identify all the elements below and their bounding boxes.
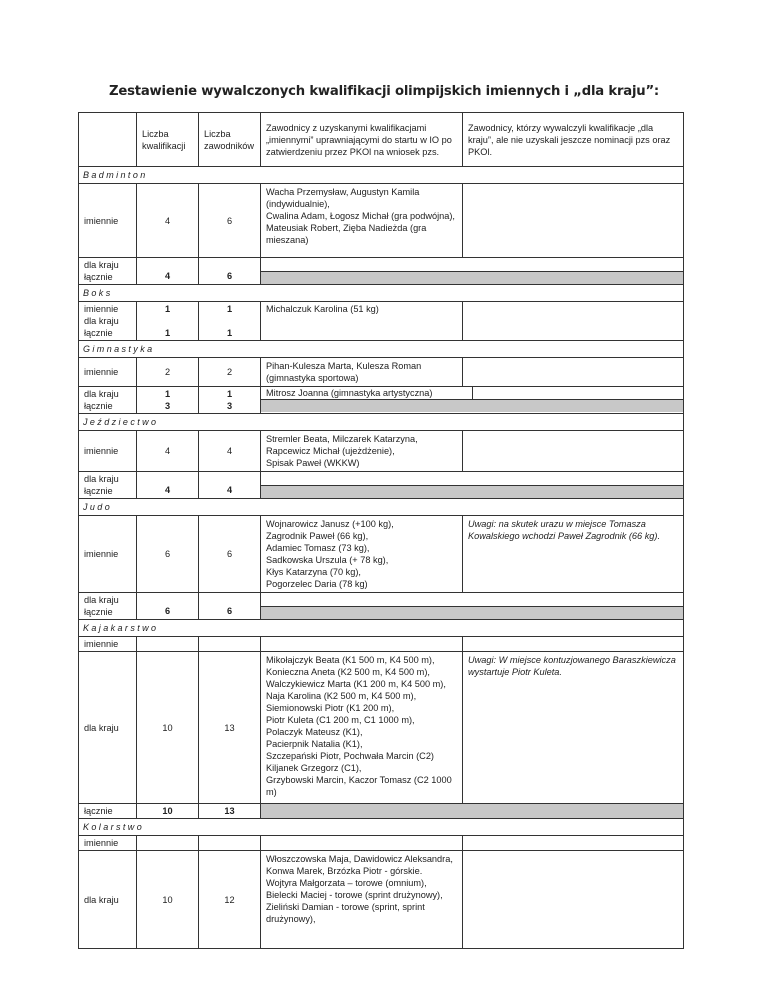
total-row-fill [261,804,684,819]
section-jezdziectwo: Jeździectwo [79,414,684,431]
section-kajakarstwo: Kajakarstwo [79,620,684,637]
header-athletes-count: Liczba zawodników [199,113,261,167]
row-label [79,387,137,414]
notes-cell: Uwagi: W miejsce kontuzjowanego Baraszkiewicza wystartuje Piotr Kuleta. [463,652,684,804]
empty-cell [261,836,463,851]
row-label: dla kraju [79,851,137,949]
row-label: imiennie [79,637,137,652]
athletes-total: 1 [226,328,233,338]
section-boks: Boks [79,285,684,302]
row-label [79,472,137,499]
table-row [79,302,684,341]
total-row-fill [261,593,684,620]
section-gimnastyka: Gimnastyka [79,341,684,358]
table-row [79,804,684,819]
table-row [79,258,684,285]
notes-cell [463,358,684,387]
athletes-total: 4 [199,472,261,499]
qualifications-table [78,112,684,949]
qualifications-value: 4 [137,431,199,472]
table-row [79,472,684,499]
row-label [79,593,137,620]
qualifications-total: 4 [137,472,199,499]
athletes-value: 4 [199,431,261,472]
qualifications-total: 6 [137,593,199,620]
table-row [79,516,684,593]
label-lacznie: łącznie [84,401,113,411]
athletes-total: 6 [199,258,261,285]
label-dla-kraju: dla kraju [84,316,119,326]
athletes-value: 1 [226,389,233,399]
qualifications-value: 2 [137,358,199,387]
label-dla-kraju: dla kraju [84,474,119,484]
header-country-athletes: Zawodnicy, którzy wywalczyli kwalifikacje „dla kraju”, ale nie uzyskali jeszcze nominacji pzs oraz PKOl. [463,113,684,167]
notes-cell: Uwagi: na skutek urazu w miejsce Tomasza Kowalskiego wchodzi Paweł Zagrodnik (66 kg). [463,516,684,593]
notes-cell [463,431,684,472]
header-row [79,113,684,167]
table-row [79,358,684,387]
athletes-list: Mikołajczyk Beata (K1 500 m, K4 500 m), Konieczna Aneta (K2 500 m, K4 500 m), Walczykiewicz Marta (K1 200 m, K4 500 m), Naja Karolina (K2 500 m, K4 500 m), Siemionowski Piotr (K1 200 m), Piotr Kuleta (C1 200 m, C1 1000 m), Polaczyk Mateusz (K1), Pacierpnik Natalia (K1), Szczepański Piotr, Pochwała Marcin (C2) Kiljanek Grzegorz (C1), Grzybowski Marcin, Kaczor Tomasz (C2 1000 m) [261,652,463,804]
qualifications-value: 10 [137,851,199,949]
athletes-value: 6 [199,516,261,593]
label-lacznie: łącznie [84,486,113,496]
qualifications-cell [137,302,199,341]
label-lacznie: łącznie [84,328,113,338]
athletes-list: Michalczuk Karolina (51 kg) [261,302,463,341]
total-row-fill [261,472,684,499]
label-dla-kraju: dla kraju [84,260,119,270]
header-named-athletes: Zawodnicy z uzyskanymi kwalifikacjami „imiennymi” uprawniającymi do startu w IO po zatwierdzeniu przez PKOl na wniosek pzs. [261,113,463,167]
athletes-list: Wacha Przemysław, Augustyn Kamila (indywidualnie), Cwalina Adam, Łogosz Michał (gra podwójna), Mateusiak Robert, Zięba Nadieżda (gra mieszana) [261,184,463,258]
empty-cell [463,836,684,851]
document-title: Zestawienie wywalczonych kwalifikacji olimpijskich imiennych i „dla kraju”: [108,84,660,99]
header-empty [79,113,137,167]
row-label: imiennie [79,358,137,387]
row-label: imiennie [79,431,137,472]
row-label [79,258,137,285]
qualifications-total: 10 [137,804,199,819]
label-lacznie: łącznie [84,272,113,282]
total-row-fill [261,387,684,414]
athletes-list: Stremler Beata, Milczarek Katarzyna, Rapcewicz Michał (ujeżdżenie), Spisak Paweł (WKKW) [261,431,463,472]
empty-cell [199,637,261,652]
qualifications-value: 4 [137,184,199,258]
athletes-list: Pihan-Kulesza Marta, Kulesza Roman (gimnastyka sportowa) [261,358,463,387]
athletes-value: 13 [199,652,261,804]
empty-cell [261,637,463,652]
athletes-total: 13 [199,804,261,819]
label-dla-kraju: dla kraju [84,389,119,399]
athletes-cell [199,387,261,414]
qualifications-value: 6 [137,516,199,593]
row-label: dla kraju [79,652,137,804]
athletes-list: Mitrosz Joanna (gimnastyka artystyczna) [261,387,473,399]
qualifications-value: 10 [137,652,199,804]
row-label: imiennie [79,184,137,258]
section-kolarstwo: Kolarstwo [79,819,684,836]
athletes-total: 3 [226,401,233,411]
empty-cell [137,637,199,652]
row-label [79,302,137,341]
label-lacznie: łącznie [84,607,113,617]
qualifications-total: 1 [164,328,171,338]
table-row [79,387,684,414]
qualifications-total: 4 [137,258,199,285]
section-badminton: Badminton [79,167,684,184]
table-row [79,851,684,949]
empty-cell [137,836,199,851]
total-row-fill [261,258,684,285]
athletes-list: Włoszczowska Maja, Dawidowicz Aleksandra, Konwa Marek, Brzózka Piotr - górskie. Wojtyra Małgorzata – torowe (omnium), Bielecki Maciej - torowe (sprint drużynowy), Zieliński Damian - torowe (sprint, sprint drużynowy), [261,851,463,949]
notes-cell [463,184,684,258]
row-label: łącznie [79,804,137,819]
athletes-cell [199,302,261,341]
table-row [79,593,684,620]
athletes-total: 6 [199,593,261,620]
qualifications-cell [137,387,199,414]
qualifications-total: 3 [164,401,171,411]
athletes-value: 2 [199,358,261,387]
table-row [79,184,684,258]
empty-cell [463,637,684,652]
athletes-value: 12 [199,851,261,949]
qualifications-value: 1 [164,304,171,314]
table-row [79,431,684,472]
table-row [79,836,684,851]
athletes-value: 1 [226,304,233,314]
athletes-value: 6 [199,184,261,258]
table-row [79,652,684,804]
qualifications-value: 1 [164,389,171,399]
table-row [79,637,684,652]
notes-cell [463,302,684,341]
empty-cell [199,836,261,851]
row-label: imiennie [79,836,137,851]
label-imiennie: imiennie [84,304,119,314]
athletes-list: Wojnarowicz Janusz (+100 kg), Zagrodnik Paweł (66 kg), Adamiec Tomasz (73 kg), Sadkowska Urszula (+ 78 kg), Kłys Katarzyna (70 kg), Pogorzelec Daria (78 kg) [261,516,463,593]
header-qualifications: Liczba kwalifikacji [137,113,199,167]
notes-cell [463,851,684,949]
section-judo: Judo [79,499,684,516]
label-dla-kraju: dla kraju [84,595,119,605]
row-label: imiennie [79,516,137,593]
